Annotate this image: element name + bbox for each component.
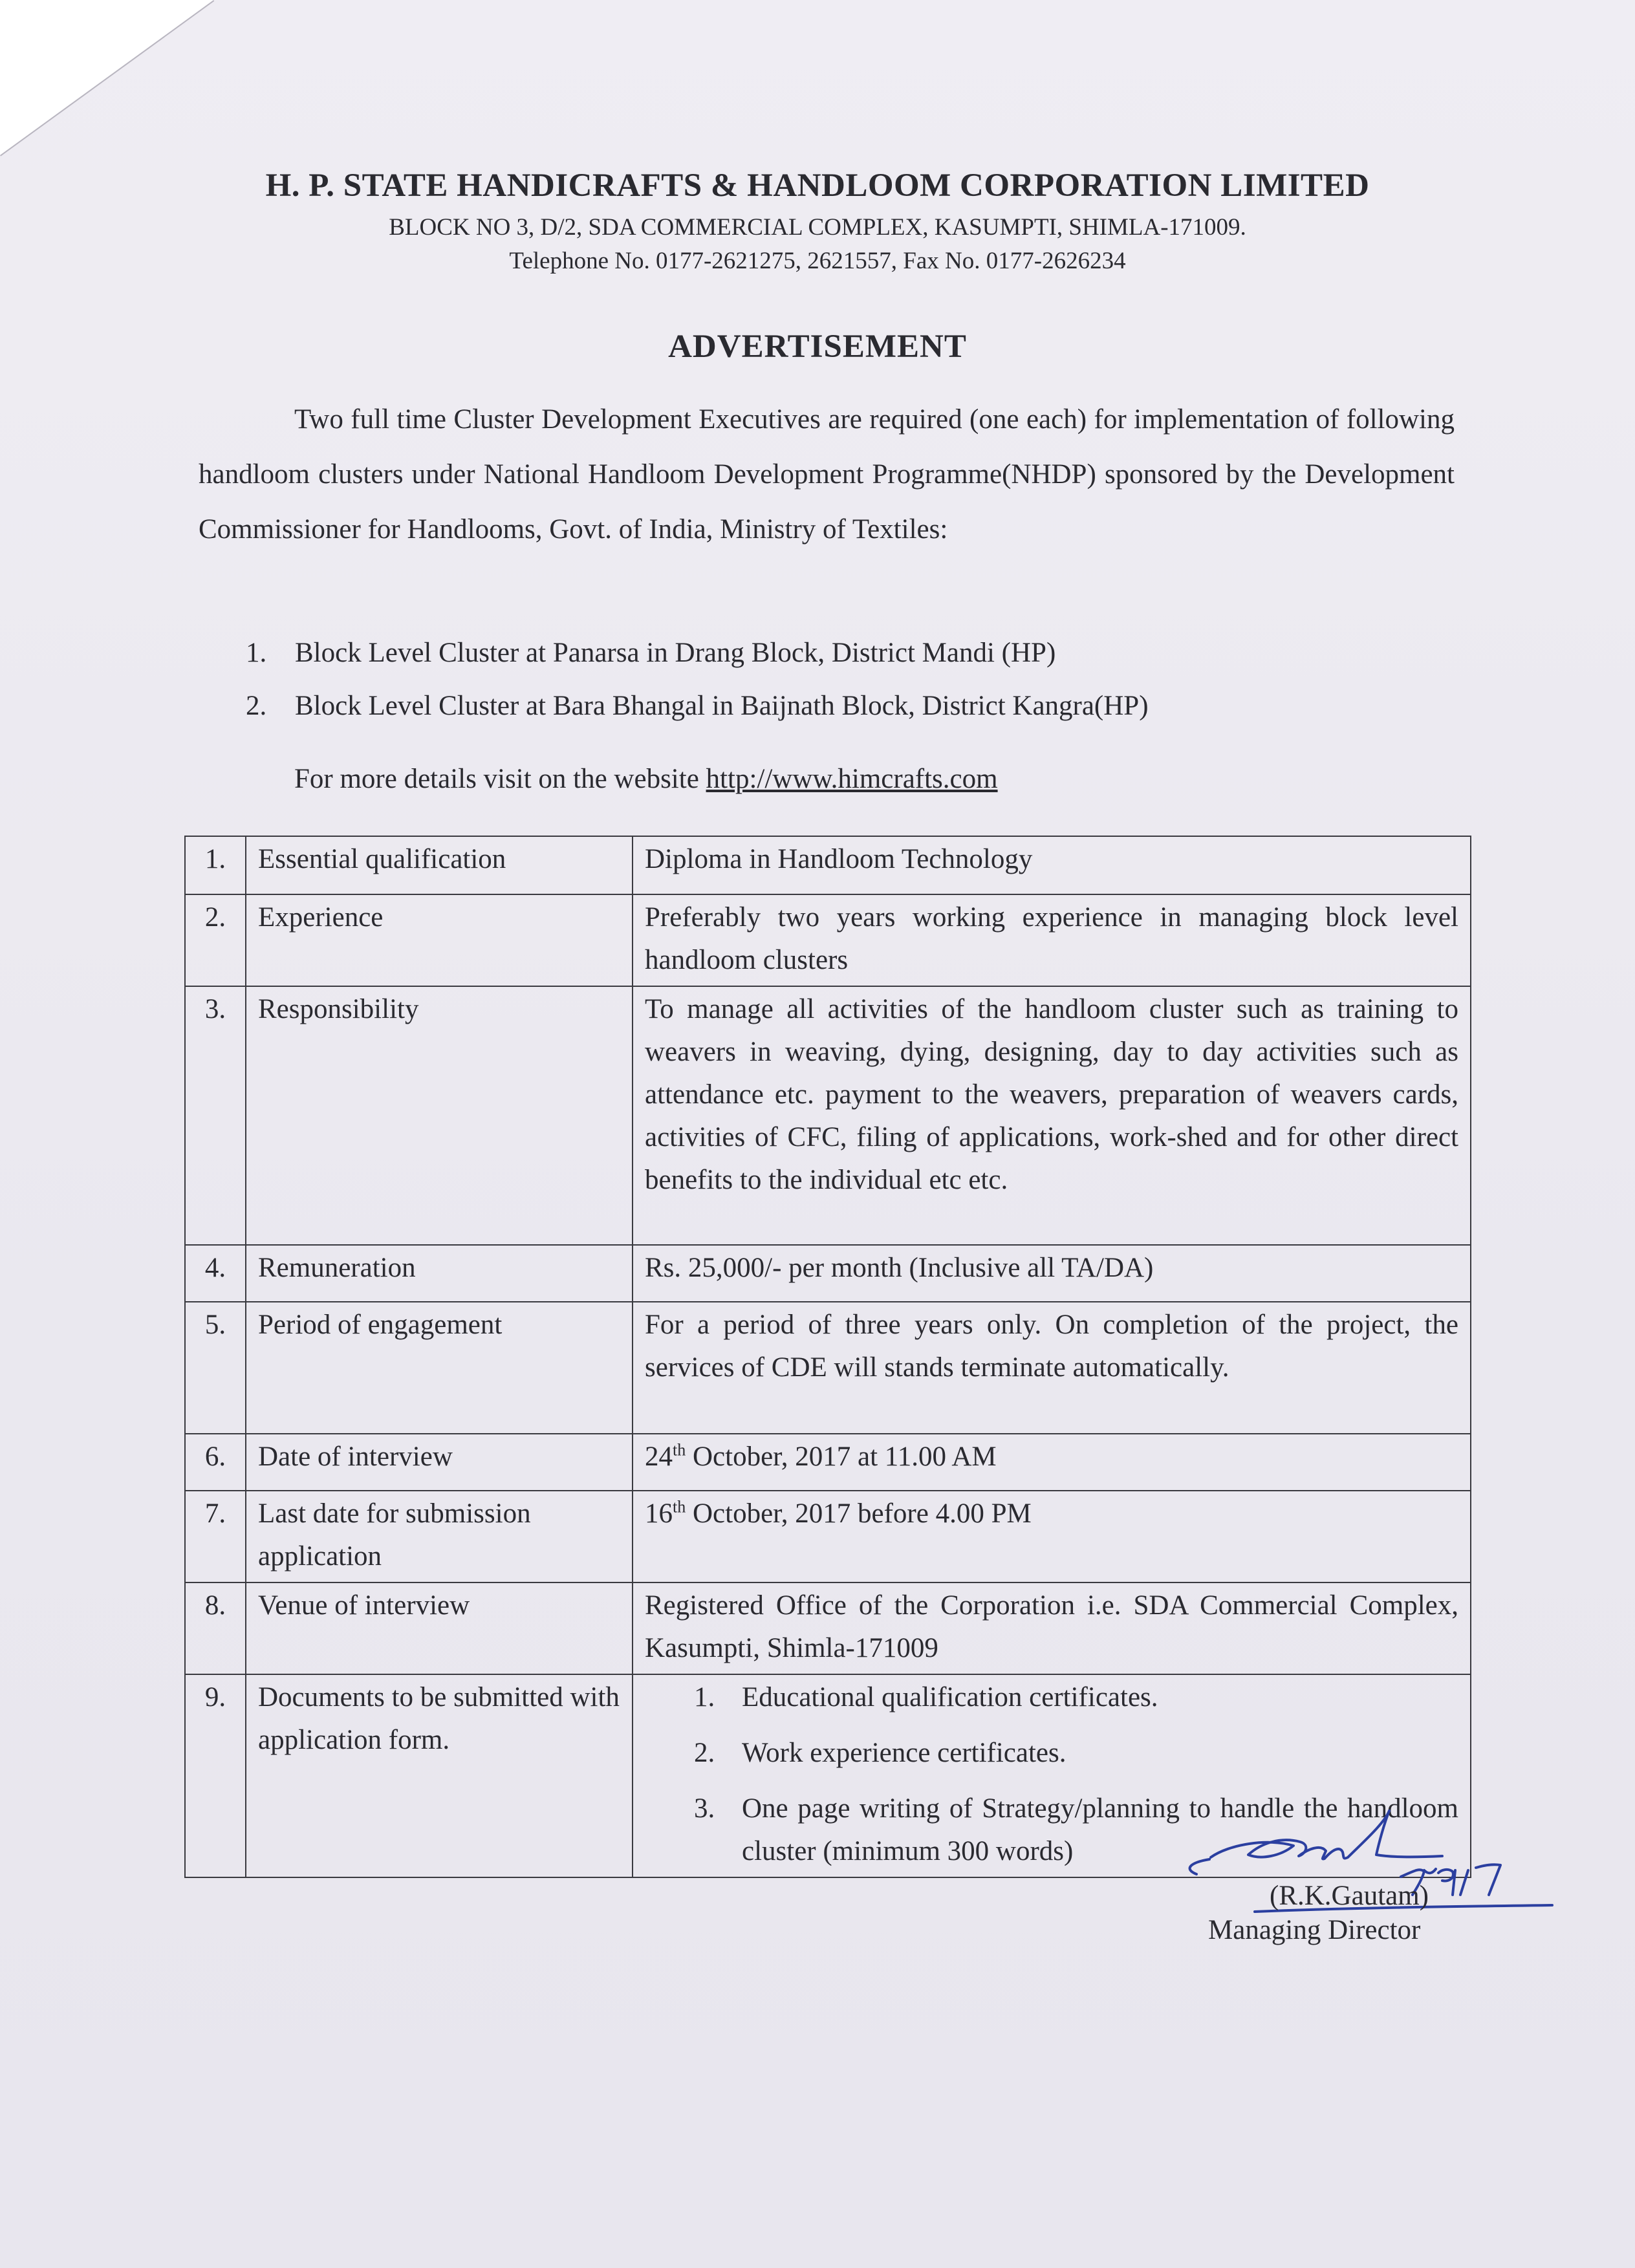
list-item xyxy=(645,1732,1458,1775)
row-number: 1. xyxy=(185,836,246,894)
row-value: Preferably two years working experience in managing block level handloom clusters xyxy=(633,894,1471,986)
row-label: Period of engagement xyxy=(246,1302,633,1434)
advertisement-title: ADVERTISEMENT xyxy=(668,329,967,365)
organization-name: H. P. STATE HANDICRAFTS & HANDLOOM CORPORATION LIMITED xyxy=(265,167,1370,204)
row-value: Registered Office of the Corporation i.e. SDA Commercial Complex, Kasumpti, Shimla-171009 xyxy=(633,1582,1471,1674)
list-item-text: One page writing of Strategy/planning to handle the handloom cluster (minimum 300 words) xyxy=(742,1793,1458,1866)
date-suffix: th xyxy=(673,1497,686,1517)
row-number: 9. xyxy=(185,1674,246,1877)
list-item-number: 3. xyxy=(694,1793,715,1824)
list-item xyxy=(246,634,1149,687)
list-item-number: 2. xyxy=(246,691,267,721)
row-number: 4. xyxy=(185,1245,246,1302)
more-details-text: For more details visit on the website xyxy=(294,764,706,794)
row-number: 3. xyxy=(185,986,246,1245)
list-item-text: Block Level Cluster at Panarsa in Drang Block, District Mandi (HP) xyxy=(295,638,1056,668)
row-label: Venue of interview xyxy=(246,1582,633,1674)
row-value: For a period of three years only. On completion of the project, the services of CDE will stands terminate automatically. xyxy=(633,1302,1471,1434)
row-label: Last date for submission application xyxy=(246,1491,633,1582)
row-number: 6. xyxy=(185,1434,246,1491)
intro-text: Two full time Cluster Development Executives are required (one each) for implementation of following handloom clusters under National Handloom Development Programme(NHDP) sponsored by the Development Commissioner for Handlooms, Govt. of India, Ministry of Textiles: xyxy=(199,404,1455,545)
row-label: Essential qualification xyxy=(246,836,633,894)
table-row xyxy=(185,1582,1471,1674)
table-row xyxy=(185,1245,1471,1302)
list-item-number: 2. xyxy=(694,1738,715,1768)
table-row xyxy=(185,1491,1471,1582)
table-row xyxy=(185,1434,1471,1491)
list-item xyxy=(645,1676,1458,1719)
organization-address: BLOCK NO 3, D/2, SDA COMMERCIAL COMPLEX, KASUMPTI, SHIMLA-171009. xyxy=(389,214,1246,241)
list-item xyxy=(246,687,1149,740)
row-label: Date of interview xyxy=(246,1434,633,1491)
row-number: 7. xyxy=(185,1491,246,1582)
organization-phone: Telephone No. 0177-2621275, 2621557, Fax No. 0177-2626234 xyxy=(509,248,1126,274)
date-rest: October, 2017 at 11.00 AM xyxy=(686,1442,997,1472)
list-item-number: 1. xyxy=(694,1682,715,1712)
table-row xyxy=(185,894,1471,986)
list-item-text: Work experience certificates. xyxy=(742,1738,1067,1768)
more-details-line xyxy=(294,763,998,795)
row-label: Remuneration xyxy=(246,1245,633,1302)
details-table xyxy=(184,836,1471,1878)
row-value: To manage all activities of the handloom cluster such as training to weavers in weaving, dying, designing, day to day activities such as attendance etc. payment to the weavers, preparation of weavers cards, activities of CFC, filing of applications, work-shed and for other direct benefits to the individual etc etc. xyxy=(633,986,1471,1245)
row-label: Documents to be submitted with application form. xyxy=(246,1674,633,1877)
date-suffix: th xyxy=(673,1440,686,1460)
signatory-designation: Managing Director xyxy=(1208,1915,1421,1945)
list-item-number: 1. xyxy=(246,638,267,668)
row-value: Diploma in Handloom Technology xyxy=(633,836,1471,894)
date-day: 16 xyxy=(645,1498,673,1529)
intro-paragraph xyxy=(199,392,1455,557)
row-value xyxy=(633,1434,1471,1491)
row-label: Responsibility xyxy=(246,986,633,1245)
row-label: Experience xyxy=(246,894,633,986)
row-number: 2. xyxy=(185,894,246,986)
list-item-text: Block Level Cluster at Bara Bhangal in Baijnath Block, District Kangra(HP) xyxy=(295,691,1149,721)
list-item-text: Educational qualification certificates. xyxy=(742,1682,1158,1712)
row-number: 8. xyxy=(185,1582,246,1674)
row-value xyxy=(633,1491,1471,1582)
website-link[interactable]: http://www.himcrafts.com xyxy=(706,764,998,794)
cluster-list xyxy=(246,634,1149,740)
row-number: 5. xyxy=(185,1302,246,1434)
date-rest: October, 2017 before 4.00 PM xyxy=(686,1498,1032,1529)
table-row xyxy=(185,986,1471,1245)
table-row xyxy=(185,836,1471,894)
table-row xyxy=(185,1302,1471,1434)
signatory-name: (R.K.Gautam) xyxy=(1270,1881,1429,1911)
date-day: 24 xyxy=(645,1442,673,1472)
row-value: Rs. 25,000/- per month (Inclusive all TA/DA) xyxy=(633,1245,1471,1302)
